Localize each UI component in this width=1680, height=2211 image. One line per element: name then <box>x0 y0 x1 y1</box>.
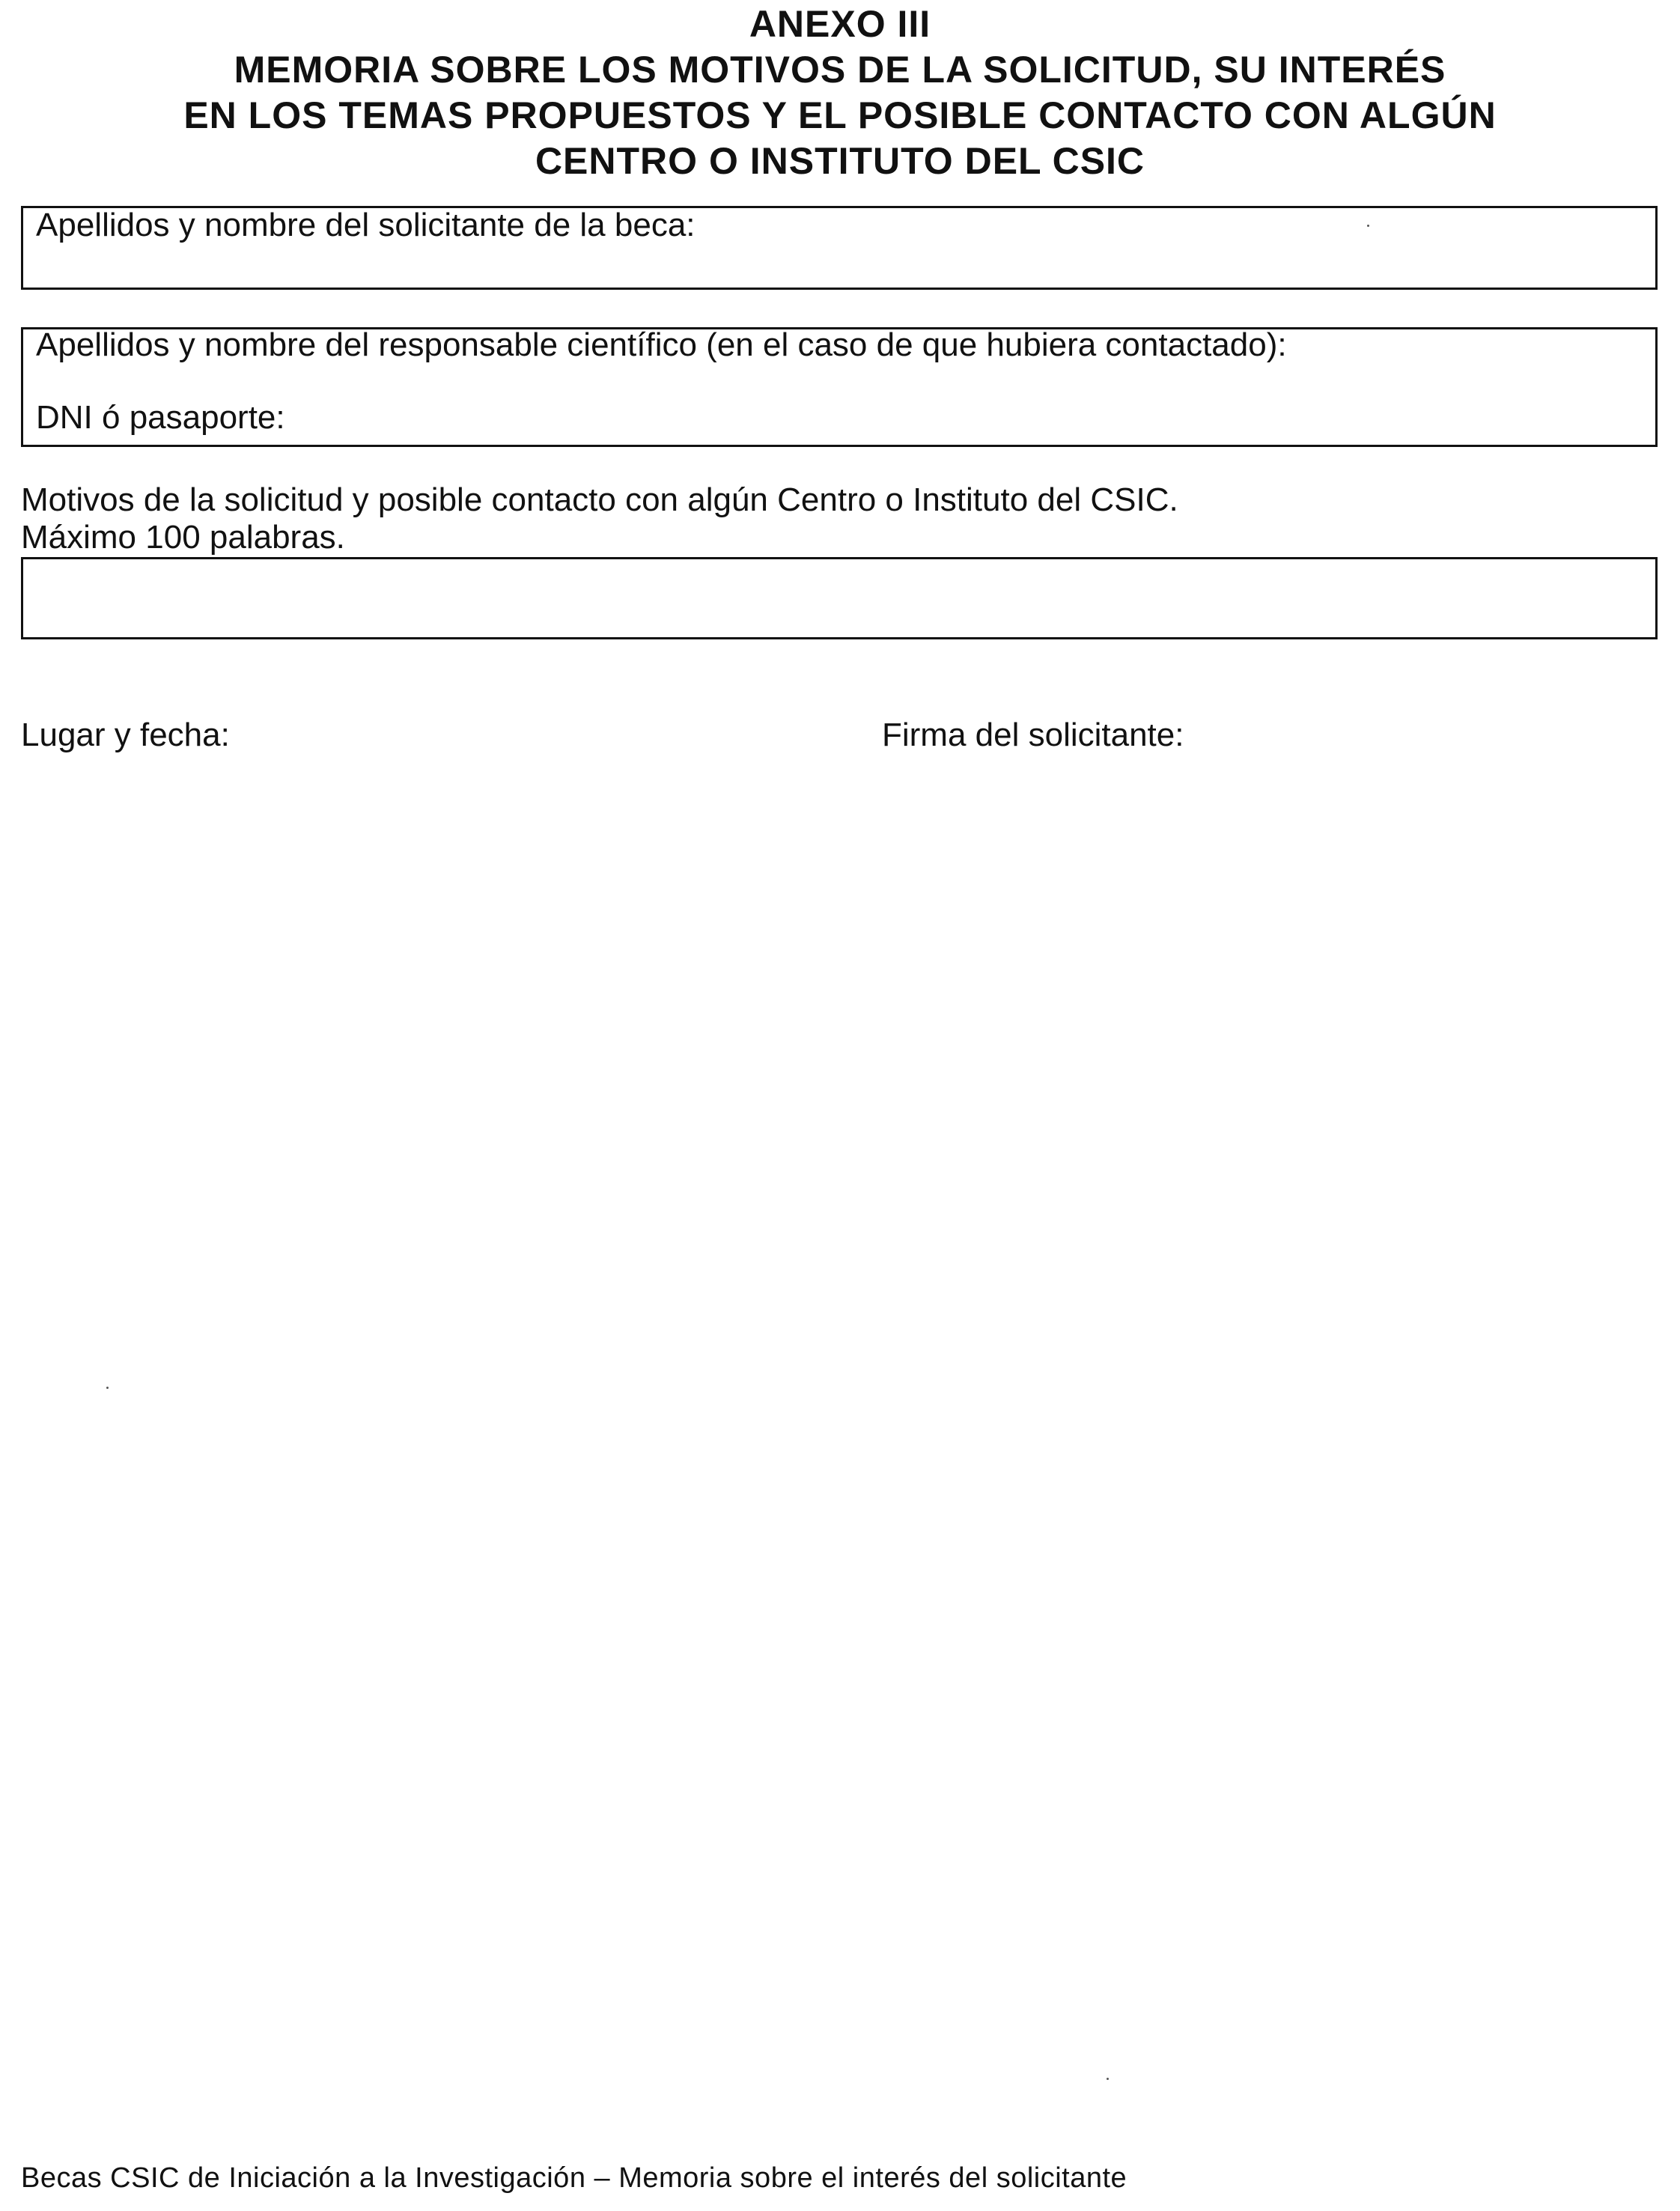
reasons-limit: Máximo 100 palabras. <box>21 519 345 556</box>
title-line-1: MEMORIA SOBRE LOS MOTIVOS DE LA SOLICITUD, SU INTERÉS <box>234 49 1446 91</box>
page-title <box>0 1 1680 184</box>
page-footer: Becas CSIC de Iniciación a la Investigación – Memoria sobre el interés del solicitante <box>21 2162 1127 2194</box>
id-label: DNI ó pasaporte: <box>36 399 285 436</box>
signature-label: Firma del solicitante: <box>882 717 1184 753</box>
reasons-label: Motivos de la solicitud y posible contacto con algún Centro o Instituto del CSIC. <box>21 481 1178 518</box>
scan-speck <box>106 1387 109 1389</box>
scan-speck <box>1107 2078 1109 2080</box>
reasons-field[interactable] <box>21 557 1658 639</box>
scan-speck <box>1367 225 1369 227</box>
applicant-name-label: Apellidos y nombre del solicitante de la beca: <box>36 207 696 243</box>
title-line-3: CENTRO O INSTITUTO DEL CSIC <box>535 140 1145 182</box>
place-date-label: Lugar y fecha: <box>21 717 230 753</box>
title-line-2: EN LOS TEMAS PROPUESTOS Y EL POSIBLE CONTACTO CON ALGÚN <box>183 94 1497 136</box>
scientist-name-label: Apellidos y nombre del responsable científico (en el caso de que hubiera contactado): <box>36 326 1287 363</box>
annex-heading: ANEXO III <box>749 3 931 45</box>
